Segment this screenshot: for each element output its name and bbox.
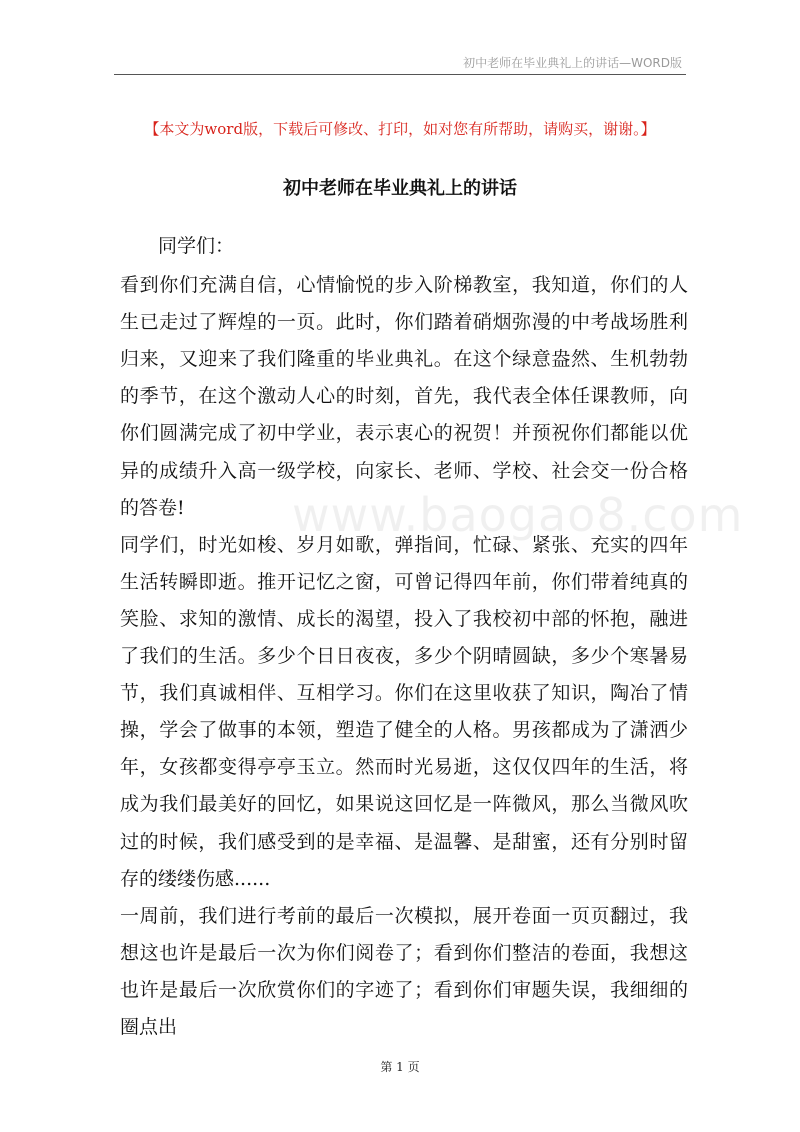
- paragraph-3: 一周前，我们进行考前的最后一次模拟，展开卷面一页页翻过，我想这也许是最后一次为你们阅卷了；看到你们整洁的卷面，我想这也许是最后一次欣赏你们的字迹了；看到你们审题失误，我细细的圈点出: [120, 904, 688, 1038]
- download-notice: 【本文为word版，下载后可修改、打印，如对您有所帮助，请购买，谢谢。】: [144, 120, 656, 138]
- site-watermark: www.baogao8.com: [292, 488, 744, 542]
- page-number: 第 1 页: [380, 1060, 420, 1074]
- document-body: [120, 228, 688, 1046]
- paragraph-1: 看到你们充满自信，心情愉悦的步入阶梯教室，我知道，你们的人生已走过了辉煌的一页。此时，你们踏着硝烟弥漫的中考战场胜利归来，又迎来了我们隆重的毕业典礼。在这个绿意盎然、生机勃勃的季节，在这个激动人心的时刻，首先，我代表全体任课教师，向你们圆满完成了初中学业，表示衷心的祝贺！并预祝你们都能以优异的成绩升入高一级学校，向家长、老师、学校、社会交一份合格的答卷!: [120, 274, 688, 519]
- header-divider: [114, 74, 686, 75]
- paragraph-2: 同学们，时光如梭、岁月如歌，弹指间，忙碌、紧张、充实的四年生活转瞬即逝。推开记忆之窗，可曾记得四年前，你们带着纯真的笑脸、求知的激情、成长的渴望，投入了我校初中部的怀抱，融进了我们的生活。多少个日日夜夜，多少个阴晴圆缺，多少个寒暑易节，我们真诚相伴、互相学习。你们在这里收获了知识，陶冶了情操，学会了做事的本领，塑造了健全的人格。男孩都成为了潇洒少年，女孩都变得亭亭玉立。然而时光易逝，这仅仅四年的生活，将成为我们最美好的回忆，如果说这回忆是一阵微风，那么当微风吹过的时候，我们感受到的是幸福、是温馨、是甜蜜，还有分别时留存的缕缕伤感......: [120, 533, 688, 890]
- document-title: 初中老师在毕业典礼上的讲话: [283, 178, 517, 199]
- salutation: 同学们：: [158, 235, 235, 257]
- running-header: 初中老师在毕业典礼上的讲话—WORD版: [463, 56, 682, 70]
